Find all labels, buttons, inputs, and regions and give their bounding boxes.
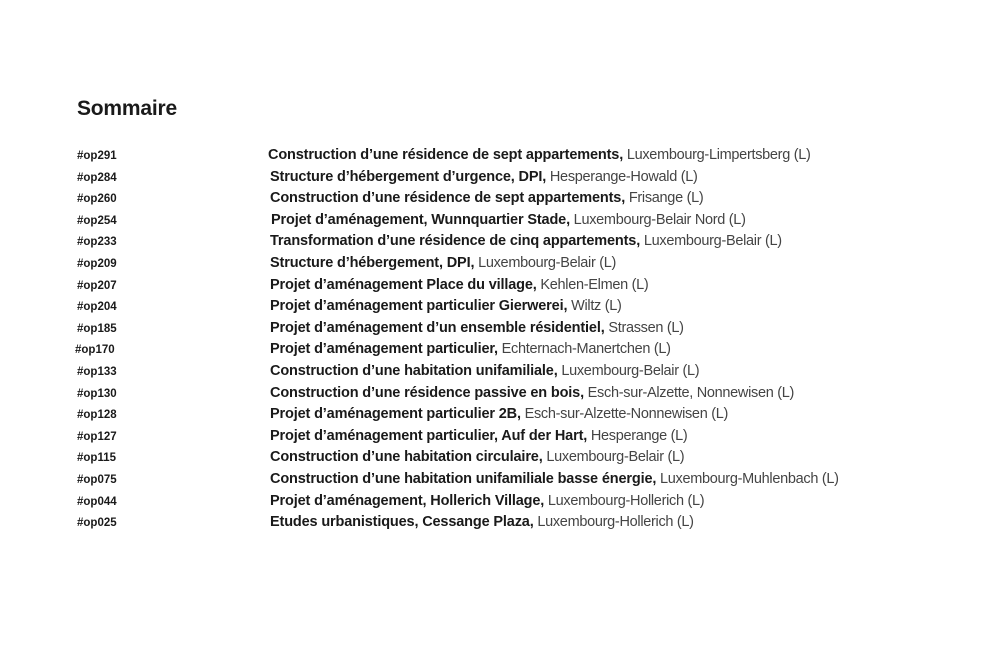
project-title: Construction d’une habitation circulaire, bbox=[270, 449, 543, 466]
entry-text bbox=[270, 275, 648, 297]
project-location: Strassen (L) bbox=[604, 319, 684, 336]
entry-code: #op254 bbox=[77, 214, 117, 227]
list-item bbox=[0, 275, 1000, 297]
entry-text bbox=[270, 318, 684, 340]
project-location: Echternach-Manertchen (L) bbox=[497, 341, 671, 358]
project-location: Luxembourg-Limpertsberg (L) bbox=[623, 147, 811, 163]
list-item bbox=[0, 469, 1000, 491]
project-location: Hesperange-Howald (L) bbox=[546, 168, 698, 185]
list-item bbox=[0, 296, 1000, 318]
project-title: Projet d’aménagement particulier 2B, bbox=[270, 406, 521, 423]
entry-text bbox=[271, 210, 746, 232]
list-item bbox=[0, 426, 1000, 448]
project-title: Projet d’aménagement, Hollerich Village, bbox=[270, 492, 545, 509]
entry-code: #op291 bbox=[77, 150, 117, 162]
project-location: Wiltz (L) bbox=[567, 298, 622, 315]
entry-code: #op185 bbox=[77, 322, 117, 335]
list-item bbox=[0, 145, 1000, 167]
entry-text bbox=[270, 469, 839, 491]
entry-text bbox=[270, 361, 699, 383]
project-title: Projet d’aménagement particulier Gierwerei, bbox=[270, 298, 568, 315]
project-title: Construction d’une habitation unifamiliale, bbox=[270, 362, 558, 379]
entry-code: #op284 bbox=[77, 171, 117, 184]
project-location: Hesperange (L) bbox=[587, 427, 688, 444]
entry-text bbox=[268, 145, 811, 167]
entry-code: #op130 bbox=[77, 387, 117, 400]
project-location: Kehlen-Elmen (L) bbox=[536, 276, 649, 293]
entry-text bbox=[270, 188, 703, 210]
entry-text bbox=[270, 447, 684, 469]
entry-text bbox=[270, 491, 704, 513]
list-item bbox=[0, 491, 1000, 513]
entry-text bbox=[270, 167, 698, 189]
project-title: Structure d’hébergement d’urgence, DPI, bbox=[270, 168, 547, 185]
entry-text bbox=[270, 404, 728, 426]
entry-code: #op075 bbox=[77, 473, 117, 486]
project-location: Luxembourg-Belair (L) bbox=[542, 449, 685, 466]
project-title: Construction d’une habitation unifamiliale basse énergie, bbox=[270, 470, 657, 487]
project-location: Luxembourg-Belair (L) bbox=[640, 233, 782, 250]
list-item bbox=[0, 231, 1000, 253]
list-item bbox=[0, 512, 1000, 534]
entry-code: #op207 bbox=[77, 279, 117, 292]
entry-text bbox=[270, 296, 622, 318]
list-item bbox=[0, 188, 1000, 210]
project-location: Luxembourg-Hollerich (L) bbox=[533, 514, 694, 531]
summary-list bbox=[0, 145, 1000, 534]
entry-code: #op170 bbox=[75, 344, 115, 357]
project-title: Structure d’hébergement, DPI, bbox=[270, 254, 475, 271]
project-location: Luxembourg-Belair (L) bbox=[474, 254, 617, 271]
list-item bbox=[0, 253, 1000, 275]
project-title: Projet d’aménagement d’un ensemble résidentiel, bbox=[270, 319, 605, 336]
project-location: Esch-sur-Alzette, Nonnewisen (L) bbox=[583, 384, 795, 401]
project-title: Etudes urbanistiques, Cessange Plaza, bbox=[270, 514, 534, 531]
page-title: Sommaire bbox=[77, 97, 177, 120]
project-title: Construction d’une résidence de sept appartements, bbox=[268, 147, 624, 163]
entry-text bbox=[270, 253, 616, 275]
entry-code: #op115 bbox=[77, 452, 116, 465]
list-item bbox=[0, 210, 1000, 232]
list-item bbox=[0, 361, 1000, 383]
list-item bbox=[0, 447, 1000, 469]
entry-code: #op209 bbox=[77, 257, 117, 270]
project-location: Luxembourg-Belair Nord (L) bbox=[569, 211, 746, 228]
project-title: Construction d’une résidence passive en bois, bbox=[270, 384, 584, 401]
entry-code: #op044 bbox=[77, 495, 117, 508]
entry-code: #op260 bbox=[77, 193, 117, 206]
project-location: Luxembourg-Muhlenbach (L) bbox=[656, 470, 839, 487]
project-title: Projet d’aménagement particulier, bbox=[270, 341, 498, 358]
project-title: Projet d’aménagement Place du village, bbox=[270, 276, 537, 293]
project-location: Luxembourg-Hollerich (L) bbox=[544, 492, 705, 509]
project-location: Frisange (L) bbox=[625, 190, 704, 207]
entry-code: #op025 bbox=[77, 517, 117, 530]
entry-text bbox=[270, 426, 687, 448]
list-item bbox=[0, 404, 1000, 426]
list-item bbox=[0, 383, 1000, 405]
entry-code: #op133 bbox=[77, 365, 117, 378]
project-location: Luxembourg-Belair (L) bbox=[557, 362, 700, 379]
entry-text bbox=[270, 339, 671, 361]
entry-text bbox=[270, 231, 782, 253]
entry-code: #op204 bbox=[77, 301, 117, 314]
entry-text bbox=[270, 512, 694, 534]
project-title: Projet d’aménagement, Wunnquartier Stade, bbox=[271, 211, 570, 228]
entry-text bbox=[270, 383, 794, 405]
entry-code: #op127 bbox=[77, 430, 117, 443]
list-item bbox=[0, 167, 1000, 189]
project-location: Esch-sur-Alzette-Nonnewisen (L) bbox=[520, 406, 729, 423]
project-title: Projet d’aménagement particulier, Auf der Hart, bbox=[270, 427, 588, 444]
project-title: Construction d’une résidence de sept appartements, bbox=[270, 190, 626, 207]
list-item bbox=[0, 339, 1000, 361]
entry-code: #op128 bbox=[77, 409, 117, 422]
list-item bbox=[0, 318, 1000, 340]
project-title: Transformation d’une résidence de cinq appartements, bbox=[270, 233, 641, 250]
entry-code: #op233 bbox=[77, 236, 117, 249]
